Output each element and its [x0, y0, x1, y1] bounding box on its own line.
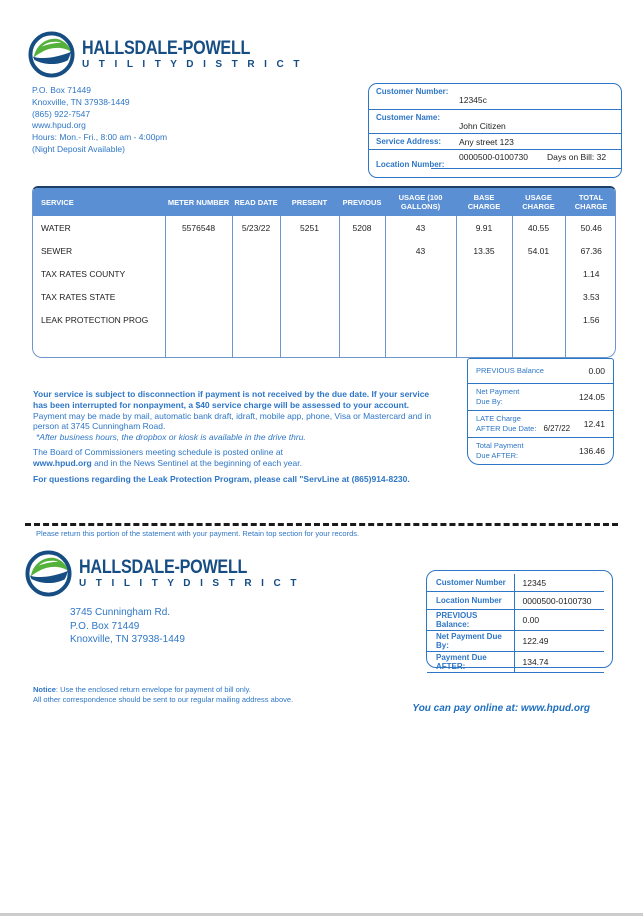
cell: 5208 — [339, 216, 385, 239]
cell — [565, 331, 616, 357]
cell — [165, 239, 232, 262]
cell: WATER — [41, 222, 71, 233]
cell — [280, 331, 339, 357]
cell — [232, 331, 280, 357]
cell: 5251 — [280, 216, 339, 239]
cell: 50.46 — [565, 216, 616, 239]
table-row-tax-state — [33, 285, 616, 308]
night-deposit-note: (Night Deposit Available) — [32, 143, 125, 154]
service-address-value: Any street 123 — [459, 137, 514, 147]
company-logo — [28, 31, 303, 78]
cell — [339, 331, 385, 357]
website-url: www.hpud.org — [32, 120, 86, 131]
cell — [512, 331, 565, 357]
location-number-row — [369, 150, 621, 176]
after-hours-note: *After business hours, the dropbox or kiosk is available in the drive thru. — [36, 432, 306, 443]
late-charge-label — [476, 414, 570, 434]
cell: SEWER — [41, 245, 73, 256]
perforation-line — [25, 523, 618, 526]
cell: TAX RATES COUNTY — [41, 268, 126, 279]
col-header-base-charge: BASE CHARGE — [456, 188, 512, 216]
brand-name: HALLSDALE-POWELL — [82, 38, 251, 59]
disconnection-notice-bold: Your service is subject to disconnection if payment is not received by the due date. If your service has been interrupted for nonpayment, a $40 service charge will be assessed to your account. — [33, 389, 430, 410]
col-header-read-date: READ DATE — [232, 188, 280, 216]
cell: 1.56 — [565, 308, 616, 331]
location-number-value: 0000500-0100730 — [514, 592, 604, 610]
disconnection-notice — [33, 389, 437, 443]
label-line: Due AFTER: — [476, 450, 519, 460]
envelope-notice — [33, 685, 293, 704]
label-line: Due By: — [476, 397, 503, 406]
cell — [232, 262, 280, 285]
return-portion-note: Please return this portion of the statement with your payment. Retain top section for your records. — [36, 529, 360, 538]
cell — [385, 285, 456, 308]
pay-online-note: You can pay online at: www.hpud.org — [412, 703, 590, 714]
cell — [385, 331, 456, 357]
cell — [165, 308, 232, 331]
charges-table — [32, 186, 616, 358]
table-row-leak-protection — [33, 308, 616, 331]
previous-balance-value: 0.00 — [588, 366, 605, 376]
phone-number: (865) 922-7547 — [32, 108, 91, 119]
table-row-water — [33, 216, 616, 239]
total-payment-row — [468, 437, 613, 463]
after-due-date-label: AFTER Due Date: — [476, 424, 537, 433]
cell: 5/23/22 — [232, 216, 280, 239]
table-row — [427, 592, 604, 610]
label-line — [476, 424, 570, 434]
col-header-usage: USAGE (100 GALLONS) — [385, 188, 456, 216]
address-line: P.O. Box 71449 — [70, 620, 140, 632]
cell — [165, 285, 232, 308]
stub-account-box — [426, 570, 613, 671]
cell — [33, 331, 165, 357]
brand-subtitle: U T I L I T Y D I S T R I C T — [79, 578, 300, 589]
due-date-value: 6/27/22 — [543, 424, 571, 433]
payment-due-after-label: Payment Due AFTER: — [427, 652, 514, 673]
commissioners-text-end: and in the News Sentinel at the beginning of each year. — [91, 457, 302, 468]
customer-name-row — [369, 110, 621, 134]
address-line: P.O. Box 71449 — [32, 85, 91, 95]
notice-line — [33, 685, 293, 695]
location-row-underline — [431, 168, 621, 169]
hpud-logo-icon — [25, 550, 72, 597]
cell — [165, 331, 232, 357]
cell: 9.91 — [456, 216, 512, 239]
customer-info-box — [368, 83, 622, 178]
brand-wordmark — [79, 558, 300, 589]
commissioners-text: The Board of Commissioners meeting schedule is posted online at — [33, 447, 283, 457]
cell: 43 — [385, 216, 456, 239]
leak-protection-notice: For questions regarding the Leak Protection Program, please call "ServLine at (865)914-8230. — [33, 474, 410, 484]
cell — [512, 285, 565, 308]
net-payment-value: 124.05 — [579, 392, 605, 402]
cell — [339, 285, 385, 308]
col-header-usage-charge: USAGE CHARGE — [512, 188, 565, 216]
customer-number-label: Customer Number: — [376, 87, 449, 96]
payment-due-after-value: 134.74 — [514, 652, 604, 673]
table-row-tax-county — [33, 262, 616, 285]
cell: 54.01 — [512, 239, 565, 262]
cell — [232, 239, 280, 262]
address-line: Knoxville, TN 37938-1449 — [70, 634, 185, 645]
cell — [456, 262, 512, 285]
service-address-label: Service Address: — [376, 137, 442, 146]
customer-number-row — [369, 84, 621, 110]
hpud-logo-icon — [28, 31, 75, 78]
cell — [339, 308, 385, 331]
total-payment-label — [476, 441, 524, 461]
cell — [512, 308, 565, 331]
table-row — [427, 652, 604, 673]
days-on-bill: Days on Bill: 32 — [547, 152, 607, 162]
col-header-meter-number: METER NUMBER — [165, 188, 232, 216]
col-header-previous: PREVIOUS — [339, 188, 385, 216]
net-payment-value: 122.49 — [514, 631, 604, 652]
cell — [280, 285, 339, 308]
notice-text: : Use the enclosed return envelope for payment of bill only. — [55, 685, 251, 694]
table-row-filler — [33, 331, 616, 357]
cell: LEAK PROTECTION PROG — [41, 314, 149, 325]
location-number-label: Location Number: — [376, 160, 445, 169]
cell — [280, 308, 339, 331]
label-line: LATE Charge — [476, 414, 521, 423]
cell — [280, 262, 339, 285]
utility-address-block — [32, 85, 167, 156]
website-bold: www.hpud.org — [33, 457, 92, 468]
cell: 67.36 — [565, 239, 616, 262]
cell — [232, 285, 280, 308]
charges-header-row — [33, 188, 616, 216]
net-payment-row — [468, 383, 613, 410]
cell — [385, 308, 456, 331]
previous-balance-label: PREVIOUS Balance — [476, 366, 544, 375]
cell: 13.35 — [456, 239, 512, 262]
cell: 1.14 — [565, 262, 616, 285]
total-payment-value: 136.46 — [579, 445, 605, 456]
payment-methods-text: Payment may be made by mail, automatic bank draft, idraft, mobile app, phone, Visa or Mastercard and in person at 3745 Cunningham Road. — [33, 410, 432, 432]
label-line: Net Payment — [476, 387, 520, 396]
cell: 3.53 — [565, 285, 616, 308]
net-payment-label: Net Payment Due By: — [427, 631, 514, 652]
payment-summary-box — [467, 358, 614, 465]
brand-name: HALLSDALE-POWELL — [79, 557, 248, 578]
brand-subtitle: U T I L I T Y D I S T R I C T — [82, 59, 303, 70]
label-line: Total Payment — [476, 440, 524, 450]
cell: TAX RATES STATE — [41, 291, 116, 302]
cell — [385, 262, 456, 285]
cell — [339, 262, 385, 285]
table-row-sewer — [33, 239, 616, 262]
previous-balance-row — [468, 359, 613, 383]
previous-balance-value: 0.00 — [514, 610, 604, 631]
cell — [165, 262, 232, 285]
cell — [280, 239, 339, 262]
col-header-present: PRESENT — [280, 188, 339, 216]
commissioners-notice — [33, 447, 437, 469]
service-address-row — [369, 134, 621, 150]
location-number-label: Location Number — [427, 592, 514, 610]
location-number-value: 0000500-0100730 — [459, 152, 529, 162]
late-charge-row — [468, 410, 613, 437]
col-header-total-charge: TOTAL CHARGE — [565, 188, 616, 216]
cell — [339, 239, 385, 262]
office-hours: Hours: Mon.- Fri., 8:00 am - 4:00pm — [32, 132, 168, 143]
table-row — [427, 574, 604, 592]
customer-number-value: 12345 — [514, 574, 604, 592]
customer-number-value: 12345c — [459, 95, 487, 105]
cell: 43 — [385, 239, 456, 262]
cell — [232, 308, 280, 331]
customer-name-value: John Citizen — [459, 121, 506, 131]
cell — [456, 308, 512, 331]
cell: 5576548 — [165, 216, 232, 239]
col-header-service: SERVICE — [33, 188, 165, 216]
net-payment-label — [476, 387, 519, 407]
previous-balance-label: PREVIOUS Balance: — [427, 610, 514, 631]
address-line: Knoxville, TN 37938-1449 — [32, 96, 130, 107]
notice-word: Notice — [33, 685, 56, 694]
notice-line2: All other correspondence should be sent to our regular mailing address above. — [33, 694, 294, 704]
customer-number-label: Customer Number — [427, 574, 514, 592]
table-row — [427, 631, 604, 652]
cell — [456, 285, 512, 308]
cell: 40.55 — [512, 216, 565, 239]
cell — [512, 262, 565, 285]
customer-name-label: Customer Name: — [376, 113, 441, 122]
remit-address-block — [70, 606, 185, 647]
company-logo-stub — [25, 550, 300, 597]
table-row — [427, 610, 604, 631]
address-line: 3745 Cunningham Rd. — [70, 607, 171, 618]
late-charge-value: 12.41 — [583, 419, 605, 429]
cell — [456, 331, 512, 357]
brand-wordmark — [82, 39, 303, 70]
